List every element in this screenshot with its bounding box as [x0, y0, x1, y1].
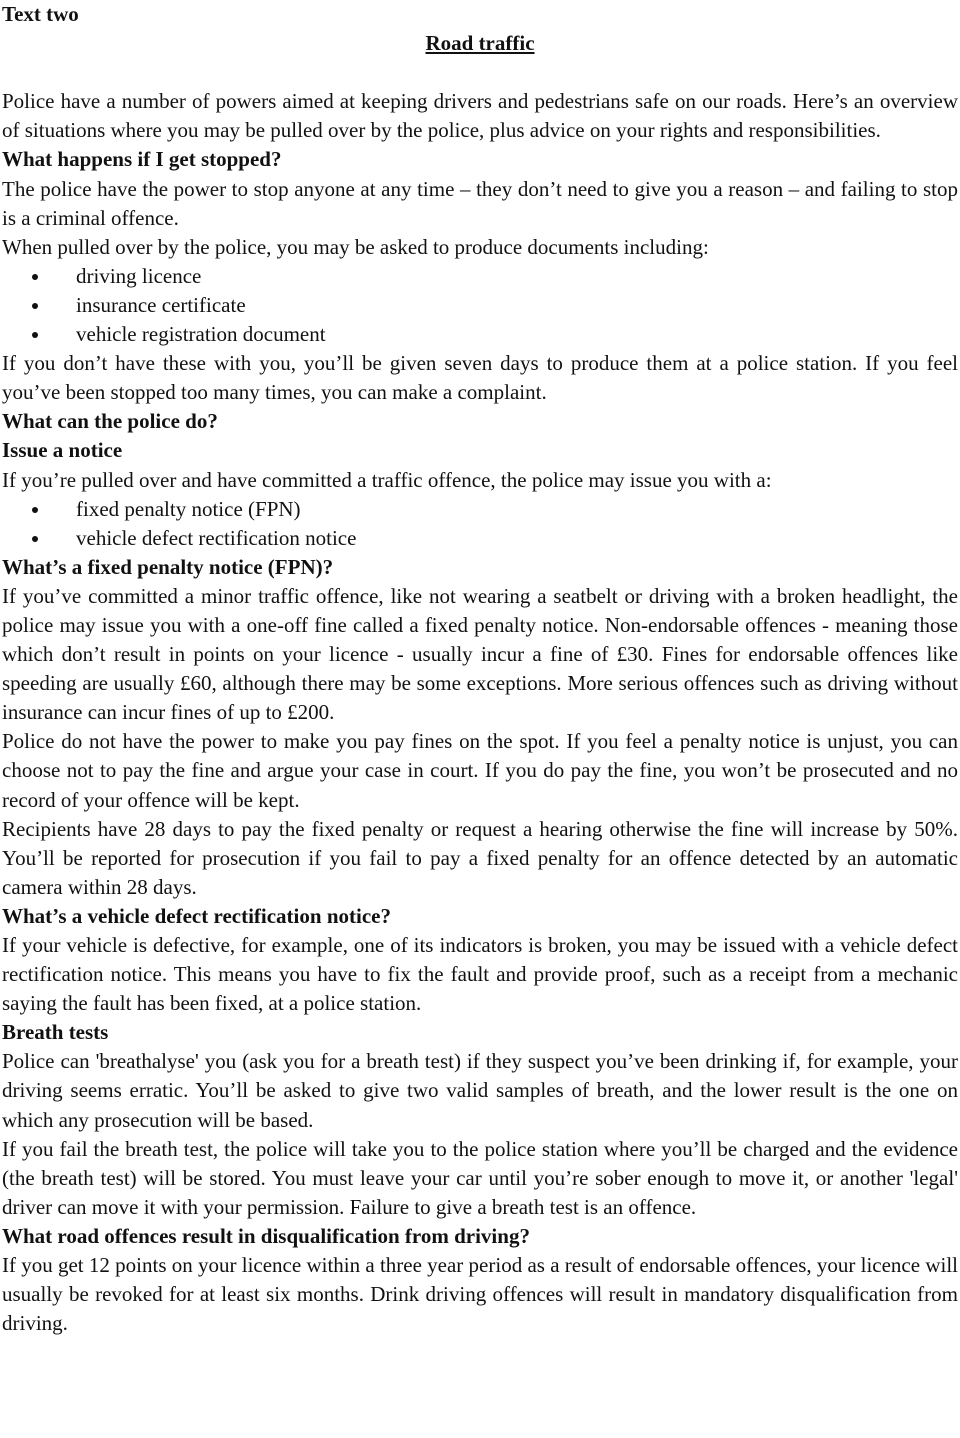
heading-fpn: What’s a fixed penalty notice (FPN)?	[2, 554, 334, 579]
bullet-icon	[32, 332, 38, 338]
notices-list	[2, 495, 958, 553]
list-item-text: driving licence	[76, 263, 202, 288]
bullet-icon	[32, 303, 38, 309]
heading-disqualification: What road offences result in disqualification from driving?	[2, 1223, 530, 1248]
heading-issue-notice: Issue a notice	[2, 438, 123, 463]
heading-defect: What’s a vehicle defect rectification notice?	[2, 903, 391, 928]
seven-days-paragraph: If you don’t have these with you, you’ll be given seven days to produce them at a police station. If you feel you’ve been stopped too many times, you can make a complaint.	[2, 351, 958, 405]
pulled-over-paragraph: When pulled over by the police, you may be asked to produce documents including:	[2, 234, 709, 259]
list-item	[2, 495, 958, 524]
list-item-text: vehicle registration document	[76, 322, 326, 347]
bullet-icon	[32, 536, 38, 542]
list-item-text: insurance certificate	[76, 292, 246, 317]
list-item	[2, 291, 958, 320]
heading-police-do: What can the police do?	[2, 409, 218, 434]
disqualification-paragraph: If you get 12 points on your licence within a three year period as a result of endorsable offences, your licence will usually be revoked for at least six months. Drink driving offences will result in mandatory disqualification from driving.	[2, 1253, 958, 1336]
bullet-icon	[32, 507, 38, 513]
fail-breath-paragraph: If you fail the breath test, the police will take you to the police station where you’ll be charged and the evidence (the breath test) will be stored. You must leave your car until you’re sober enough to move it, or another 'legal' driver can move it with your permission. Failure to give a breath test is an offence.	[2, 1136, 958, 1219]
section-label: Text two	[2, 2, 79, 26]
breath-paragraph: Police can 'breathalyse' you (ask you for a breath test) if they suspect you’ve been drinking if, for example, your driving seems erratic. You’ll be asked to give two valid samples of breath, and the lower result is the one on which any prosecution will be based.	[2, 1049, 958, 1132]
defect-paragraph: If your vehicle is defective, for example, one of its indicators is broken, you may be issued with a vehicle defect rectification notice. This means you have to fix the fault and provide proof, such as a receipt from a mechanic saying the fault has been fixed, at a police station.	[2, 933, 958, 1016]
twenty-eight-days-paragraph: Recipients have 28 days to pay the fixed penalty or request a hearing otherwise the fine will increase by 50%. You’ll be reported for prosecution if you fail to pay a fixed penalty for an offence detected by an automatic camera within 28 days.	[2, 816, 958, 899]
list-item	[2, 524, 958, 553]
intro-paragraph: Police have a number of powers aimed at keeping drivers and pedestrians safe on our roads. Here’s an overview of situations where you may be pulled over by the police, plus advice on your rights and responsibilities.	[2, 89, 958, 143]
list-item	[2, 262, 958, 291]
heading-stopped: What happens if I get stopped?	[2, 147, 282, 172]
heading-breath: Breath tests	[2, 1020, 109, 1045]
documents-list	[2, 262, 958, 349]
list-item-text: vehicle defect rectification notice	[76, 525, 357, 550]
fpn-paragraph: If you’ve committed a minor traffic offence, like not wearing a seatbelt or driving with a broken headlight, the police may issue you with a one-off fine called a fixed penalty notice. Non-endorsable offences - meaning those which don’t result in points on your licence - usually incur a fine of £30. Fines for endorsable offences like speeding are usually £60, although there may be some exceptions. More serious offences such as driving without insurance can incur fines of up to £200.	[2, 583, 958, 725]
document-title: Road traffic	[425, 31, 535, 56]
stop-power-paragraph: The police have the power to stop anyone at any time – they don’t need to give you a reason – and failing to stop is a criminal offence.	[2, 176, 958, 230]
on-spot-paragraph: Police do not have the power to make you pay fines on the spot. If you feel a penalty notice is unjust, you can choose not to pay the fine and argue your case in court. If you do pay the fine, you won’t be prosecuted and no record of your offence will be kept.	[2, 729, 958, 812]
list-item	[2, 320, 958, 349]
issue-paragraph: If you’re pulled over and have committed a traffic offence, the police may issue you with a:	[2, 467, 772, 492]
list-item-text: fixed penalty notice (FPN)	[76, 496, 301, 521]
bullet-icon	[32, 274, 38, 280]
blank-line	[2, 58, 958, 87]
